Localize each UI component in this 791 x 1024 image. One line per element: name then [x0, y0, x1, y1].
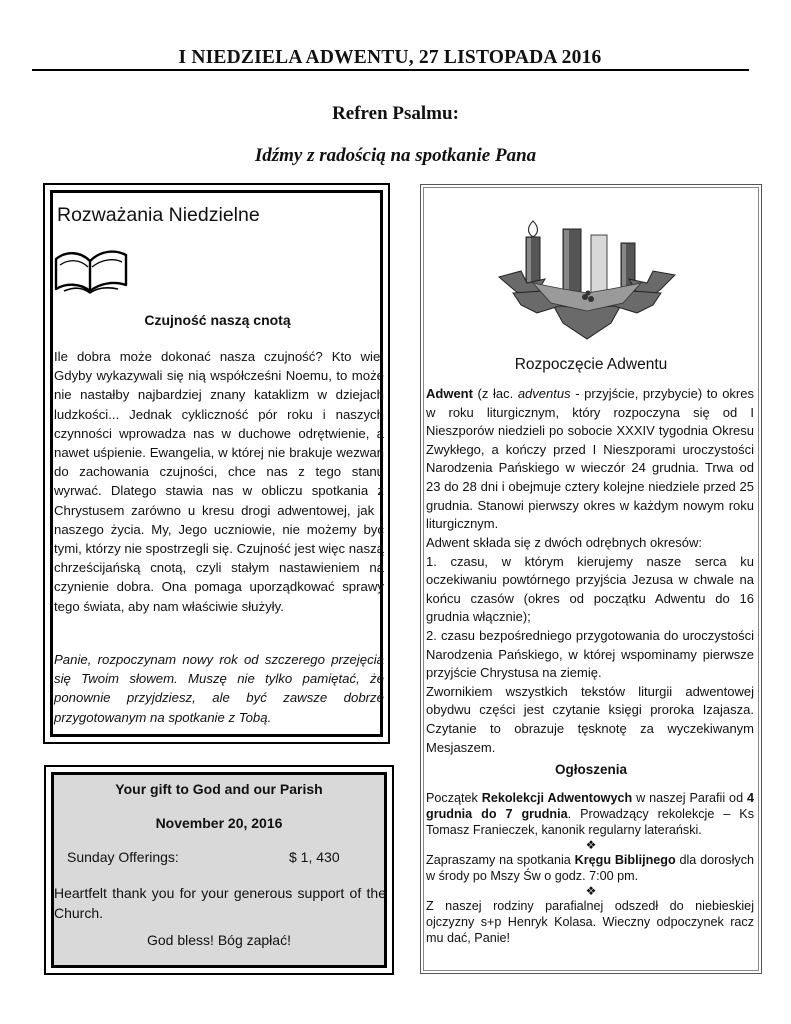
advent-title: Rozpoczęcie Adwentu — [514, 356, 668, 373]
advent-latin: adventus — [517, 386, 571, 401]
announcements-title: Ogłoszenia — [554, 762, 627, 777]
advent-period-1: 1. czasu, w którym kierujemy nasze serca ku oczekiwaniu powtórnego przyjścia Jezusa w chwale na końcu czasów (okres od początku Adwentu do 16 grudnia włącznie); — [426, 553, 754, 625]
offerings-thanks: Heartfelt thank you for your generous support of the Church. — [54, 885, 386, 921]
open-book-icon — [52, 243, 130, 295]
advent-term: Adwent — [426, 386, 473, 401]
advent-paragraph-1: Adwent (z łac. adventus - przyjście, przybycie) to okres w roku liturgicznym, który rozpoczyna się od I Nieszporów niedzieli po sobocie XXXIV tygodnia Okresu Zwykłego, a kończy przed I Nieszporami uroczystości Narodzenia Pańskiego w wieczór 24 grudnia. Trwa od 23 do 28 dni i obejmuje cztery kolejne niedziele przed 25 grudnia. Stanowi pierwszy okres w każdym nowym roku liturgicznym. — [426, 386, 754, 532]
advent-period-2: 2. czasu bezpośredniego przygotowania do uroczystości Narodzenia Pańskiego, w której wspominamy pierwsze przyjście Chrystusa na ziemię. — [426, 627, 754, 681]
advent-paragraph-3: Zwornikiem wszystkich tekstów liturgii adwentowej obydwu części jest czytanie księgi proroka Izajasza. Czytanie to obrazuje tęsknotę za wyczekiwanym Mesjaszem. — [426, 683, 754, 755]
psalm-heading: Refren Psalmu: — [332, 103, 459, 124]
header-divider — [32, 69, 749, 71]
offerings-label: Sunday Offerings: — [67, 849, 179, 865]
page-title: I NIEDZIELA ADWENTU, 27 LISTOPADA 2016 — [178, 47, 602, 68]
reflection-title: Rozważania Niedzielne — [57, 204, 260, 226]
offerings-title: Your gift to God and our Parish — [115, 781, 323, 797]
advent-paragraph-2: Adwent składa się z dwóch odrębnych okresów: 1. czasu, w którym kierujemy nasze serca ku oczekiwaniu powtórnego przyjścia Jezusa w chwale na końcu czasów (okres od początku Adwentu do 16 grudnia włącznie); 2. czasu bezpośredniego przygotowania do uroczystości Narodzenia Pańskiego, w której wspominamy pierwsze przyjście Chrystusa na ziemię. Zwornikiem wszystkich tekstów liturgii adwentowej obydwu części jest czytanie księgi proroka Izajasza. Czytanie to obrazuje tęsknotę za wyczekiwanym Mesjaszem. — [426, 535, 754, 755]
offerings-date: November 20, 2016 — [155, 815, 283, 831]
announcement-bible-circle: Zapraszamy na spotkania Kręgu Biblijnego dla dorosłych w środy po Mszy Św o godz. 7:00 pm. — [426, 853, 755, 883]
offerings-blessing: God bless! Bóg zapłać! — [147, 932, 291, 948]
advent-wreath-icon — [493, 213, 681, 343]
reflection-prayer: Panie, rozpoczynam nowy rok od szczerego przejęcia się Twoim słowem. Muszę nie tylko pamiętać, że ponownie przyjdziesz, ale być zawsze dobrze przygotowanym na spotkanie z Tobą. — [54, 652, 384, 725]
announcement-retreat: Początek Rekolekcji Adwentowych w naszej Parafii od 4 grudnia do 7 grudnia. Prowadzący rekolekcje – Ks Tomasz Franieczek, kanonik regularny laterański. — [426, 791, 755, 837]
announcement-separator: ❖ — [585, 838, 597, 852]
reflection-body: Ile dobra może dokonać nasza czujność? Kto wie! Gdyby wykazywali się nią współcześni Noemu, to może nie nastałby najbardziej znany kataklizm w dziejach ludzkości... Jednak cykliczność pór roku i naszych czynności wprowadza nas w duchowe odrętwienie, a nawet uśpienie. Ewangelia, w której nie brakuje wezwań do zachowania czujności, chce nas z tego stanu wyrwać. Dlatego stawia nas w obliczu spotkania z Chrystusem zarówno u kresu drogi adwentowej, jak i naszego życia. My, Jego uczniowie, nie możemy być tymi, którzy nie spostrzegli się. Czujność jest więc naszą chrześcijańską cnotą, czyli stałym nastawieniem na czynienie dobra. Ona pomaga uporządkować sprawy tego świata, aby nam właściwie służyły. — [54, 349, 384, 614]
reflection-subtitle: Czujność naszą cnotą — [144, 312, 291, 328]
psalm-refrain: Idźmy z radością na spotkanie Pana — [254, 145, 537, 166]
offerings-amount: $ 1, 430 — [289, 849, 340, 865]
announcement-obituary: Z naszej rodziny parafialnej odszedł do niebieskiej ojczyzny s+p Henryk Kolasa. Wieczny odpoczynek racz mu dać, Panie! — [426, 899, 754, 945]
announcement-separator: ❖ — [585, 884, 597, 898]
